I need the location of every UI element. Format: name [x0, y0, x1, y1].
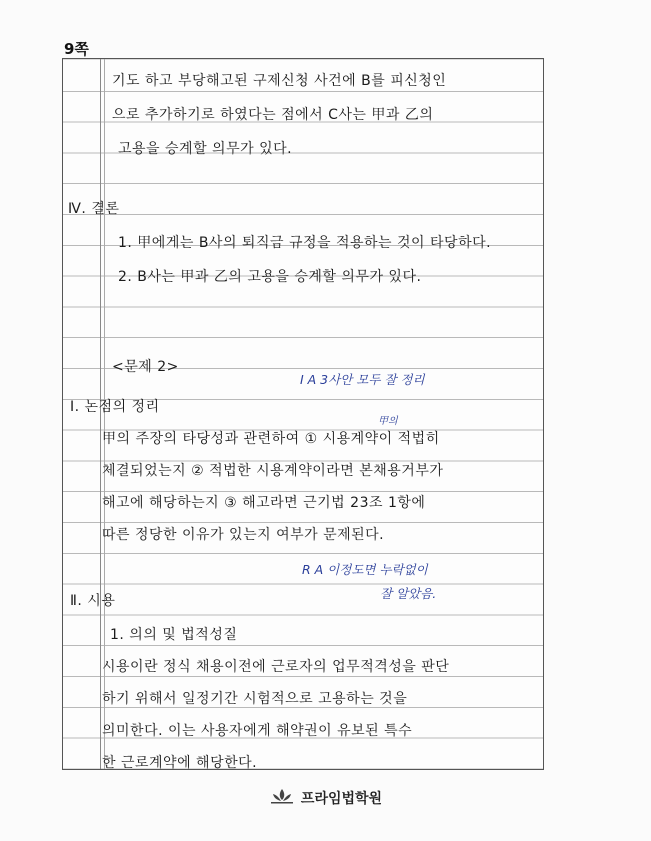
- problem-heading: <문제 2>: [112, 359, 179, 375]
- text-line-definition-4: 한 근로계약에 해당한다.: [102, 755, 258, 771]
- grading-note-issues: I A 3사안 모두 잘 정리: [300, 372, 425, 387]
- subheading-definition: 1. 의의 및 법적성질: [110, 627, 238, 643]
- insertion-mark: 甲의: [378, 416, 398, 427]
- text-line-definition-2: 하기 위해서 일정기간 시험적으로 고용하는 것을: [102, 691, 408, 707]
- section-heading-issues: Ⅰ. 논점의 정리: [70, 399, 160, 415]
- text-line-3: 고용을 승계할 의무가 있다.: [118, 141, 293, 157]
- text-line-definition-3: 의미한다. 이는 사용자에게 해약권이 유보된 특수: [102, 723, 413, 739]
- text-line-2: 으로 추가하기로 하였다는 점에서 C사는 甲과 乙의: [112, 107, 434, 123]
- section-heading-conclusion: Ⅳ. 결론: [68, 201, 120, 217]
- lotus-logo-icon: [269, 788, 295, 808]
- grading-note-probation-line1: R A 이정도면 누락없이: [302, 562, 428, 577]
- text-line-issues-2: 체결되었는지 ② 적법한 시용계약이라면 본채용거부가: [102, 463, 444, 479]
- grading-note-probation-line2: 잘 알았음.: [380, 586, 437, 601]
- text-line-conclusion-2: 2. B사는 甲과 乙의 고용을 승계할 의무가 있다.: [118, 269, 422, 285]
- text-line-issues-4: 따른 정당한 이유가 있는지 여부가 문제된다.: [102, 527, 385, 543]
- footer: [0, 788, 651, 808]
- text-line-definition-1: 시용이란 정식 채용이전에 근로자의 업무적격성을 판단: [102, 659, 450, 675]
- text-line-issues-3: 해고에 해당하는지 ③ 해고라면 근기법 23조 1항에: [102, 495, 426, 511]
- footer-brand: 프라임법학원: [300, 791, 383, 807]
- text-line-conclusion-1: 1. 甲에게는 B사의 퇴직금 규정을 적용하는 것이 타당하다.: [118, 235, 492, 251]
- text-line-1: 기도 하고 부당해고된 구제신청 사건에 B를 피신청인: [112, 73, 447, 89]
- page-number: 9쪽: [64, 40, 89, 58]
- text-line-issues-1: 甲의 주장의 타당성과 관련하여 ① 시용계약이 적법히: [102, 431, 440, 447]
- section-heading-probation: Ⅱ. 시용: [70, 593, 116, 609]
